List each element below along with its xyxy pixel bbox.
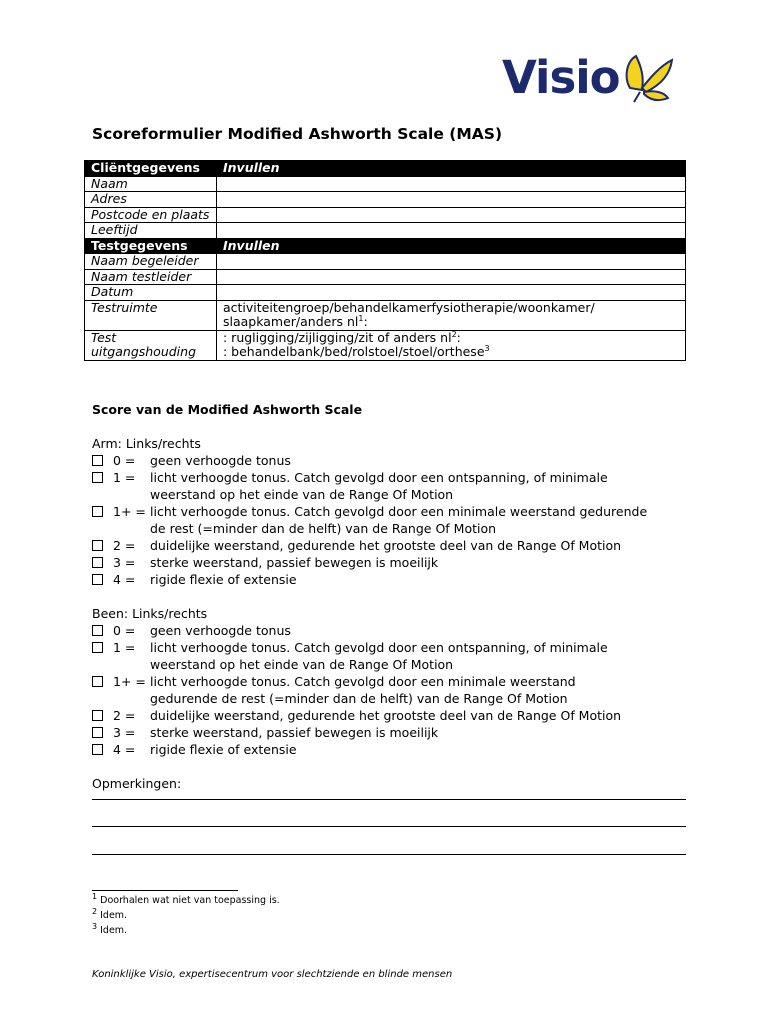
- arm-option[interactable]: [92, 503, 692, 520]
- been-option[interactable]: [92, 707, 692, 724]
- field-leeftijd[interactable]: [217, 223, 686, 239]
- option-text-continued: gedurende de rest (=minder dan de helft) van de Range Of Motion: [150, 691, 568, 706]
- arm-option[interactable]: [92, 452, 692, 469]
- checkbox[interactable]: [92, 557, 103, 568]
- option-text: licht verhoogde tonus. Catch gevolgd door een minimale weerstand: [150, 674, 576, 689]
- option-text: licht verhoogde tonus. Catch gevolgd door een minimale weerstand gedurende: [150, 504, 648, 519]
- been-option[interactable]: [92, 724, 692, 741]
- been-option[interactable]: [92, 673, 692, 690]
- row-label-naam: Naam: [85, 176, 217, 192]
- arm-label: Arm: Links/rechts: [92, 436, 201, 451]
- field-postcode[interactable]: [217, 207, 686, 223]
- option-score: 4 =: [113, 572, 136, 587]
- option-text: duidelijke weerstand, gedurende het grootste deel van de Range Of Motion: [150, 538, 622, 553]
- field-testleider[interactable]: [217, 269, 686, 285]
- houding-line2: : behandelbank/bed/rolstoel/stoel/orthese$^3$: [223, 343, 490, 359]
- been-options: [92, 622, 692, 758]
- checkbox[interactable]: [92, 676, 103, 687]
- checkbox[interactable]: [92, 574, 103, 585]
- page-footer: Koninklijke Visio, expertisecentrum voor slechtziende en blinde mensen: [92, 969, 453, 980]
- option-text: geen verhoogde tonus: [150, 623, 291, 638]
- checkbox[interactable]: [92, 727, 103, 738]
- checkbox[interactable]: [92, 455, 103, 466]
- checkbox[interactable]: [92, 506, 103, 517]
- field-adres[interactable]: [217, 192, 686, 208]
- option-text: licht verhoogde tonus. Catch gevolgd door een ontspanning, of minimale: [150, 470, 608, 485]
- client-test-table: [84, 160, 686, 361]
- row-label-testruimte: Testruimte: [85, 300, 217, 330]
- arm-option[interactable]: [92, 571, 692, 588]
- option-score: 1+ =: [113, 504, 146, 519]
- option-score: 1 =: [113, 470, 136, 485]
- testruimte-line1: activiteitengroep/behandelkamerfysiotherapie/woonkamer/: [223, 299, 595, 315]
- field-begeleider[interactable]: [217, 254, 686, 270]
- arm-option[interactable]: [92, 469, 692, 486]
- row-label-postcode: Postcode en plaats: [85, 207, 217, 223]
- option-text-continued: de rest (=minder dan de helft) van de Range Of Motion: [150, 521, 497, 536]
- checkbox[interactable]: [92, 710, 103, 721]
- client-header: Cliëntgegevens: [85, 161, 217, 177]
- option-text: rigide flexie of extensie: [150, 572, 297, 587]
- row-label-datum: Datum: [85, 285, 217, 301]
- option-score: 4 =: [113, 742, 136, 757]
- field-testruimte[interactable]: [217, 300, 686, 330]
- row-label-adres: Adres: [85, 192, 217, 208]
- logo-text: Visio: [502, 51, 620, 104]
- option-text: sterke weerstand, passief bewegen is moeilijk: [150, 725, 439, 740]
- footnote-1: $^1$ Doorhalen wat niet van toepassing is.: [92, 891, 280, 906]
- remarks-line-2[interactable]: [92, 826, 686, 827]
- houding-line1: : rugligging/zijligging/zit of anders $nl^2$:: [223, 329, 461, 345]
- been-option[interactable]: [92, 741, 692, 758]
- field-datum[interactable]: [217, 285, 686, 301]
- option-text: geen verhoogde tonus: [150, 453, 291, 468]
- footnote-3: $^3$ Idem.: [92, 921, 128, 936]
- been-option[interactable]: [92, 639, 692, 656]
- checkbox[interactable]: [92, 625, 103, 636]
- option-score: 0 =: [113, 623, 136, 638]
- row-label-leeftijd: Leeftijd: [85, 223, 217, 239]
- page-title: Scoreformulier Modified Ashworth Scale (MAS): [92, 125, 503, 143]
- checkbox[interactable]: [92, 744, 103, 755]
- option-text-continued: weerstand op het einde van de Range Of Motion: [150, 657, 454, 672]
- option-score: 2 =: [113, 538, 136, 553]
- footnote-2: $^2$ Idem.: [92, 906, 128, 921]
- row-label-testleider: Naam testleider: [85, 269, 217, 285]
- arm-option[interactable]: [92, 554, 692, 571]
- been-label: Been: Links/rechts: [92, 606, 208, 621]
- option-score: 1 =: [113, 640, 136, 655]
- option-score: 3 =: [113, 725, 136, 740]
- score-section: [92, 401, 692, 792]
- option-text: sterke weerstand, passief bewegen is moeilijk: [150, 555, 439, 570]
- fill-header: Invullen: [217, 161, 686, 177]
- remarks-line-3[interactable]: [92, 854, 686, 855]
- option-text: rigide flexie of extensie: [150, 742, 297, 757]
- footnote-separator: [92, 890, 238, 891]
- been-option[interactable]: [92, 622, 692, 639]
- option-score: 3 =: [113, 555, 136, 570]
- checkbox[interactable]: [92, 472, 103, 483]
- test-header: Testgegevens: [85, 238, 217, 254]
- checkbox[interactable]: [92, 540, 103, 551]
- field-naam[interactable]: [217, 176, 686, 192]
- visio-logo: [502, 48, 677, 108]
- field-houding[interactable]: [217, 330, 686, 360]
- option-text-continued: weerstand op het einde van de Range Of Motion: [150, 487, 454, 502]
- remarks-label: Opmerkingen:: [92, 776, 182, 791]
- test-fill-header: Invullen: [217, 238, 686, 254]
- arm-option[interactable]: [92, 537, 692, 554]
- remarks-line-1[interactable]: [92, 799, 686, 800]
- option-score: 1+ =: [113, 674, 146, 689]
- arm-options: [92, 452, 692, 588]
- score-heading: Score van de Modified Ashworth Scale: [92, 402, 363, 417]
- option-score: 2 =: [113, 708, 136, 723]
- option-score: 0 =: [113, 453, 136, 468]
- row-label-houding: Test uitgangshouding: [85, 330, 217, 360]
- checkbox[interactable]: [92, 642, 103, 653]
- option-text: duidelijke weerstand, gedurende het grootste deel van de Range Of Motion: [150, 708, 622, 723]
- option-text: licht verhoogde tonus. Catch gevolgd door een ontspanning, of minimale: [150, 640, 608, 655]
- testruimte-line2: slaapkamer/anders $nl^1$:: [223, 313, 368, 329]
- butterfly-icon: [620, 48, 678, 104]
- row-label-begeleider: Naam begeleider: [85, 254, 217, 270]
